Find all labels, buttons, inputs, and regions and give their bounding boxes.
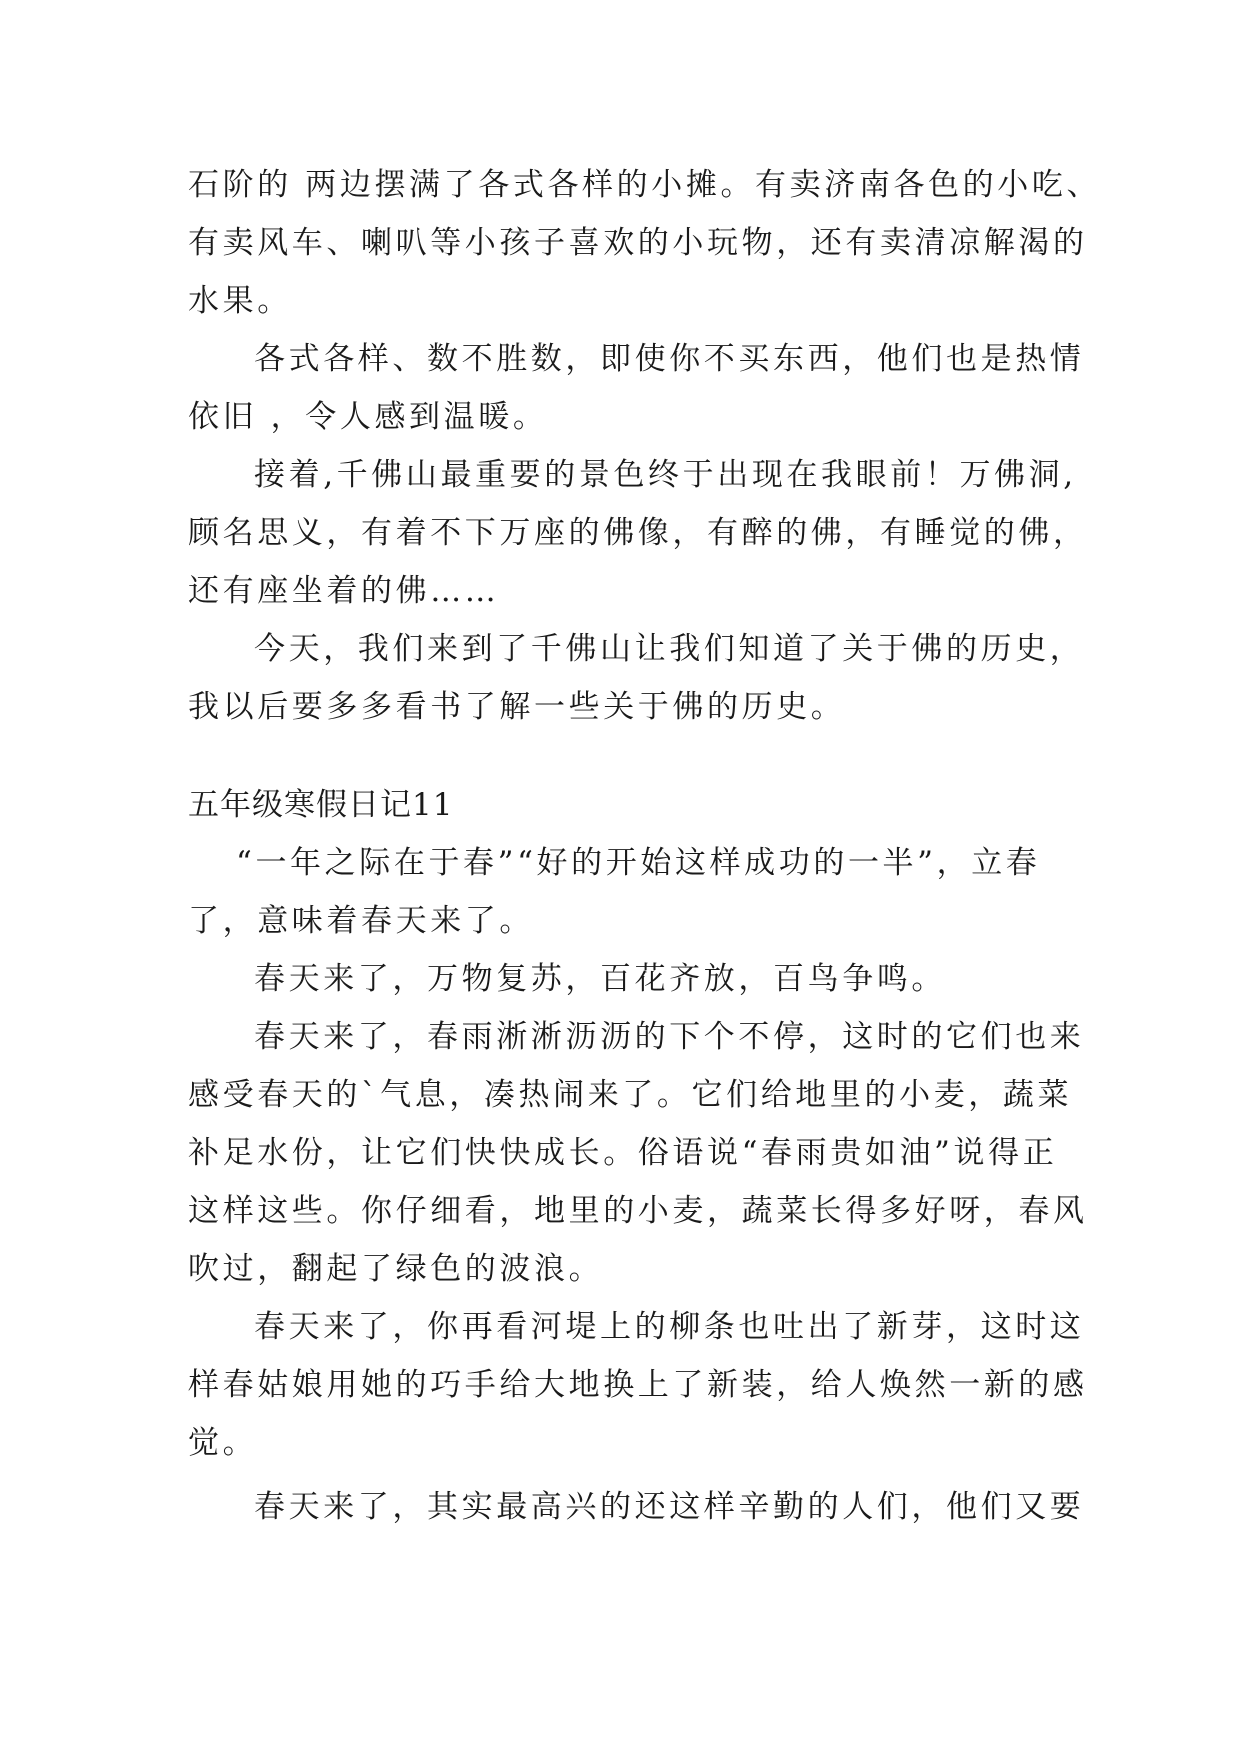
text-line: 石阶的 两边摆满了各式各样的小摊。有卖济南各色的小吃、 — [188, 167, 1102, 203]
text-line: 补足水份，让它们快快成长。俗语说“春雨贵如油”说得正 — [188, 1135, 1058, 1171]
text-line: 感受春天的`气息，凑热闹来了。它们给地里的小麦，蔬菜 — [188, 1077, 1073, 1113]
text-line: 有卖风车、喇叭等小孩子喜欢的小玩物，还有卖清凉解渴的 — [188, 225, 1088, 261]
text-line: 水果。 — [188, 283, 292, 319]
text-line: 顾名思义，有着不下万座的佛像，有醉的佛，有睡觉的佛， — [188, 515, 1088, 551]
text-line: 了，意味着春天来了。 — [188, 903, 534, 939]
paragraph — [188, 1298, 1088, 1472]
paragraph — [188, 620, 1085, 736]
text-line: 样春姑娘用她的巧手给大地换上了新装，给人焕然一新的感 — [188, 1367, 1088, 1403]
paragraph — [188, 950, 1068, 1008]
paragraph — [188, 834, 1068, 950]
text-line: “一年之际在于春”“好的开始这样成功的一半”，立春 — [236, 845, 1041, 881]
text-line: 依旧 ，令人感到温暖。 — [188, 399, 548, 435]
paragraph — [188, 446, 1088, 620]
text-line: 接着,千佛山最重要的景色终于出现在我眼前！万佛洞, — [254, 457, 1077, 493]
text-line: 春天来了，春雨淅淅沥沥的下个不停，这时的它们也来 — [254, 1019, 1085, 1055]
text-line: 吹过，翻起了绿色的波浪。 — [188, 1251, 604, 1287]
paragraph — [188, 1008, 1088, 1298]
text-line: 各式各样、数不胜数，即使你不买东西，他们也是热情 — [254, 341, 1085, 377]
paragraph — [188, 1478, 1085, 1536]
paragraph — [188, 156, 1102, 330]
text-line: 我以后要多多看书了解一些关于佛的历史。 — [188, 689, 846, 725]
text-line: 觉。 — [188, 1425, 258, 1461]
paragraph — [188, 330, 1085, 446]
document-body — [188, 156, 1102, 1536]
text-line: 春天来了，万物复苏，百花齐放，百鸟争鸣。 — [254, 961, 946, 997]
text-line: 还有座坐着的佛…… — [188, 573, 500, 609]
text-line: 今天，我们来到了千佛山让我们知道了关于佛的历史， — [254, 631, 1085, 667]
text-line: 这样这些。你仔细看，地里的小麦，蔬菜长得多好呀，春风 — [188, 1193, 1088, 1229]
section-heading: 五年级寒假日记11 — [188, 787, 454, 823]
text-line: 春天来了，你再看河堤上的柳条也吐出了新芽，这时这 — [254, 1309, 1085, 1345]
text-line: 春天来了，其实最高兴的还这样辛勤的人们，他们又要 — [254, 1489, 1085, 1525]
